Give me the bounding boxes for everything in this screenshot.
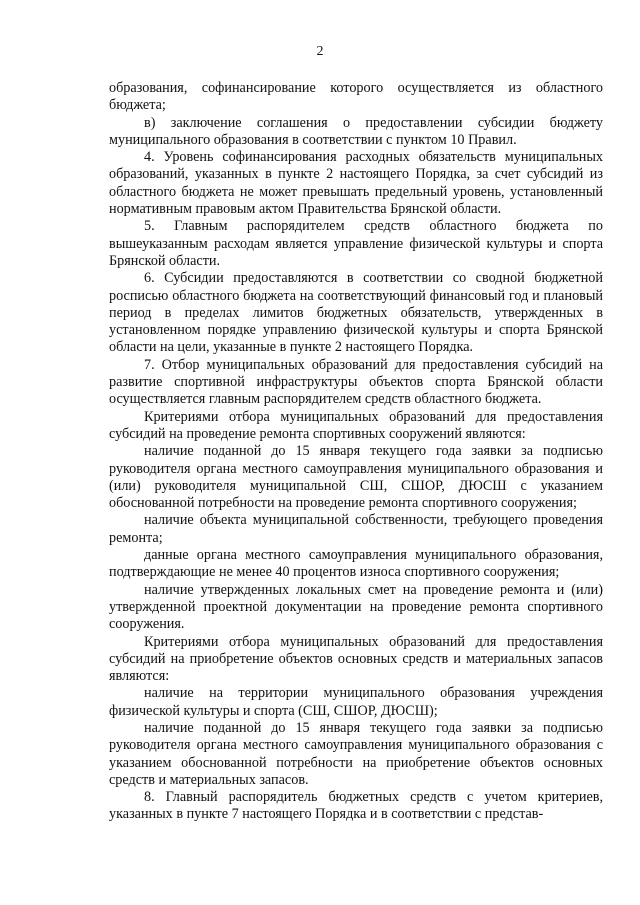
paragraph: наличие поданной до 15 января текущего года заявки за подписью руководителя органа местного самоуправления муниципального образования с указанием обоснованной потребности на приобретение объектов основных средств и материальных запасов. xyxy=(109,719,603,788)
paragraph: данные органа местного самоуправления муниципального образования, подтверждающие не менее 40 процентов износа спортивного сооружения; xyxy=(109,547,603,581)
paragraph: 7. Отбор муниципальных образований для предоставления субсидий на развитие спортивной инфраструктуры объектов спорта Брянской области осуществляется главным распорядителем средств областного бюджета. xyxy=(109,356,603,408)
paragraph: Критериями отбора муниципальных образований для предоставления субсидий на проведение ремонта спортивных сооружений являются: xyxy=(109,408,603,442)
paragraph: 8. Главный распорядитель бюджетных средств с учетом критериев, указанных в пункте 7 настоящего Порядка и в соответствии с представ- xyxy=(109,789,603,823)
paragraph: 4. Уровень софинансирования расходных обязательств муниципальных образований, указанных в пункте 2 настоящего Порядка, за счет субсидий из областного бюджета не может превышать предельный уровень, установленный нормативным правовым актом Правительства Брянской области. xyxy=(109,149,603,218)
page-number: 2 xyxy=(316,44,324,59)
document-body xyxy=(109,80,603,824)
paragraph: в) заключение соглашения о предоставлении субсидии бюджету муниципального образования в соответствии с пунктом 10 Правил. xyxy=(109,114,603,148)
paragraph: наличие поданной до 15 января текущего года заявки за подписью руководителя органа местного самоуправления муниципального образования и (или) руководителя муниципальной СШ, СШОР, ДЮСШ с указанием обоснованной потребности на проведение ремонта спортивного сооружения; xyxy=(109,443,603,512)
paragraph: Критериями отбора муниципальных образований для предоставления субсидий на приобретение объектов основных средств и материальных запасов являются: xyxy=(109,633,603,685)
paragraph: образования, софинансирование которого осуществляется из областного бюджета; xyxy=(109,80,603,114)
paragraph: 5. Главным распорядителем средств областного бюджета по вышеуказанным расходам является управление физической культуры и спорта Брянской области. xyxy=(109,218,603,269)
paragraph: наличие объекта муниципальной собственности, требующего проведения ремонта; xyxy=(109,512,603,546)
paragraph: 6. Субсидии предоставляются в соответствии со сводной бюджетной росписью областного бюджета на соответствующий финансовый год и плановый период в пределах лимитов бюджетных обязательств, утвержденных в установленном порядке управлению физической культуры и спорта Брянской области на цели, указанные в пункте 2 настоящего Порядка. xyxy=(109,270,603,356)
paragraph: наличие на территории муниципального образования учреждения физической культуры и спорта (СШ, СШОР, ДЮСШ); xyxy=(109,685,603,719)
paragraph: наличие утвержденных локальных смет на проведение ремонта и (или) утвержденной проектной документации на проведение ремонта спортивного сооружения. xyxy=(109,581,603,633)
